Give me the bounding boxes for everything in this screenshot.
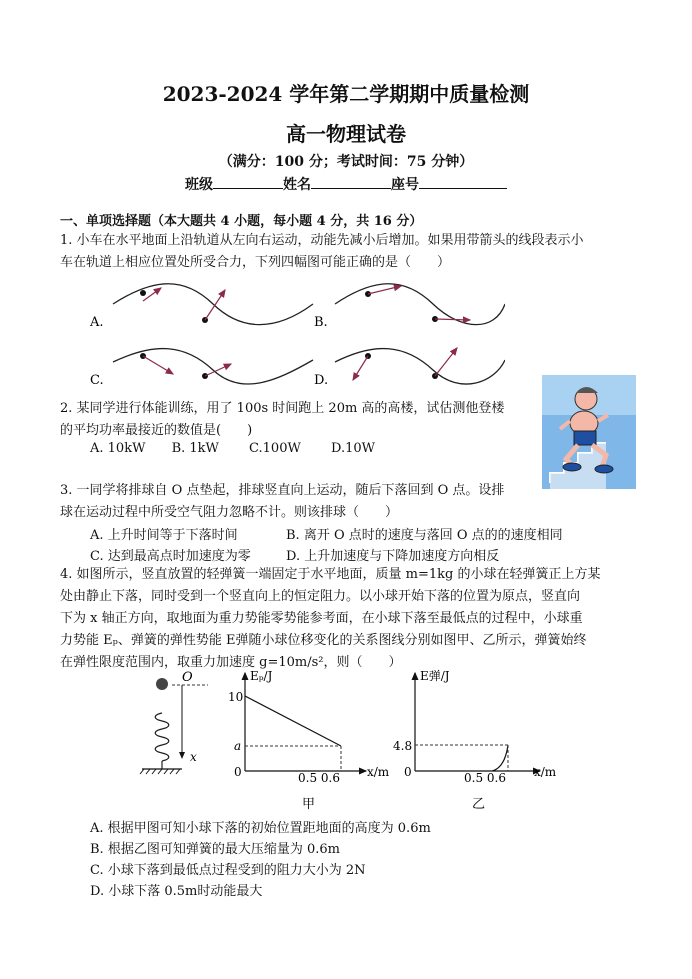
q1-line2: 车在轨道上相应位置处所受合力，下列四幅图可能正确的是（ ） [60, 255, 451, 270]
class-label: 班级 [185, 177, 213, 193]
q4-line5: 在弹性限度范围内，取重力加速度 g=10m/s²，则（ ） [60, 655, 402, 670]
q2-line2: 的平均功率最接近的数值是( ) [60, 423, 253, 438]
q1-diagrams [85, 282, 505, 390]
q1-line1: 1. 小车在水平地面上沿轨道从左向右运动，动能先减小后增加。如果用带箭头的线段表示小 [60, 233, 584, 248]
name-label: 姓名 [283, 177, 311, 193]
q1-opt-a: A. [90, 315, 104, 330]
seat-label: 座号 [391, 177, 419, 193]
graph-yi-y-top: 4.8 [393, 739, 413, 753]
question-4 [60, 564, 601, 674]
exam-title: 2023-2024 学年第二学期期中质量检测 [162, 82, 530, 106]
exam-info: （满分：100 分；考试时间：75 分钟） [218, 154, 474, 170]
q4-line2: 处由静止下落，同时受到一个竖直向上的恒定阻力。以小球开始下落的位置为原点，竖直向 [60, 589, 581, 604]
q1-diagram-d [335, 348, 505, 384]
q3-opt-d: D. 上升加速度与下降加速度方向相反 [286, 549, 500, 564]
q3-opt-b: B. 离开 O 点时的速度与落回 O 点的的速度相同 [286, 528, 563, 543]
graph-jia-y-a: a [234, 739, 242, 753]
graph-jia-xlabel: x/m [367, 765, 390, 779]
q2-opt-c: C.100W [249, 441, 301, 456]
graph-yi-caption: 乙 [472, 797, 486, 812]
q4-opt-c: C. 小球下落到最低点过程受到的阻力大小为 2N [90, 863, 366, 878]
q2-opt-a: A. 10kW [90, 441, 146, 456]
q2-line1: 2. 某同学进行体能训练，用了 100s 时间跑上 20m 高的高楼，试估测他登楼 [60, 401, 505, 416]
q1-opt-b: B. [314, 315, 328, 330]
spring-apparatus [140, 670, 208, 774]
question-1 [60, 230, 584, 274]
q2-options [90, 441, 375, 456]
origin-label: O [182, 670, 193, 685]
question-3 [60, 480, 504, 524]
graph-jia-y-top: 10 [228, 690, 244, 704]
graph-jia [228, 669, 390, 812]
graph-yi-espring-curve [493, 745, 509, 771]
class-blank[interactable] [213, 174, 283, 189]
q3-opt-c: C. 达到最高点时加速度为零 [90, 549, 251, 564]
graph-jia-ep-line [245, 696, 341, 746]
q3-line2: 球在运动过程中所受空气阻力忽略不计。则该排球（ ） [60, 505, 399, 520]
q4-opt-b: B. 根据乙图可知弹簧的最大压缩量为 0.6m [90, 842, 340, 857]
q1-opt-c: C. [90, 373, 104, 388]
q1-opt-d: D. [314, 373, 329, 388]
graph-yi-x-ticks: 0.5 0.6 [464, 771, 506, 785]
q1-diagram-a [113, 284, 313, 325]
graph-jia-zero: 0 [234, 765, 242, 779]
x-axis-label: x [190, 750, 197, 764]
q2-opt-b: B. 1kW [171, 441, 219, 456]
graph-yi-xlabel: x/m [534, 765, 557, 779]
graph-yi-ylabel: E弹/J [420, 669, 450, 683]
q1-diagram-c [113, 349, 313, 385]
graph-yi-zero: 0 [404, 765, 412, 779]
stair-climber-illustration [542, 375, 636, 489]
q1-diagram-b [335, 284, 505, 325]
exam-subtitle: 高一物理试卷 [286, 122, 406, 146]
student-info-line [0, 174, 692, 194]
q2-opt-d: D.10W [330, 441, 375, 456]
q4-line3: 下为 x 轴正方向，取地面为重力势能零势能参考面，在小球下落至最低点的过程中，小球重 [60, 611, 583, 626]
q4-figure [130, 668, 570, 813]
graph-jia-caption: 甲 [302, 797, 316, 812]
q4-line1: 4. 如图所示，竖直放置的轻弹簧一端固定于水平地面，质量 m=1kg 的小球在轻弹簧正上方某 [60, 567, 601, 582]
name-blank[interactable] [311, 174, 391, 189]
graph-yi [393, 669, 557, 812]
q4-opt-a: A. 根据甲图可知小球下落的初始位置距地面的高度为 0.6m [90, 821, 431, 836]
graph-jia-ylabel: Eₚ/J [250, 669, 273, 683]
q4-line4: 力势能 Eₚ、弹簧的弹性势能 E弹随小球位移变化的关系图线分别如图甲、乙所示，弹簧始终 [60, 633, 587, 648]
seat-blank[interactable] [419, 174, 507, 189]
q3-opt-a: A. 上升时间等于下落时间 [90, 528, 238, 543]
q4-opt-d: D. 小球下落 0.5m时动能最大 [90, 884, 263, 899]
section-heading: 一、单项选择题（本大题共 4 小题，每小题 4 分，共 16 分） [60, 214, 423, 229]
q3-line1: 3. 一同学将排球自 O 点垫起，排球竖直向上运动，随后下落回到 O 点。设排 [60, 483, 505, 498]
question-2 [60, 398, 504, 442]
graph-jia-x-ticks: 0.5 0.6 [298, 771, 340, 785]
